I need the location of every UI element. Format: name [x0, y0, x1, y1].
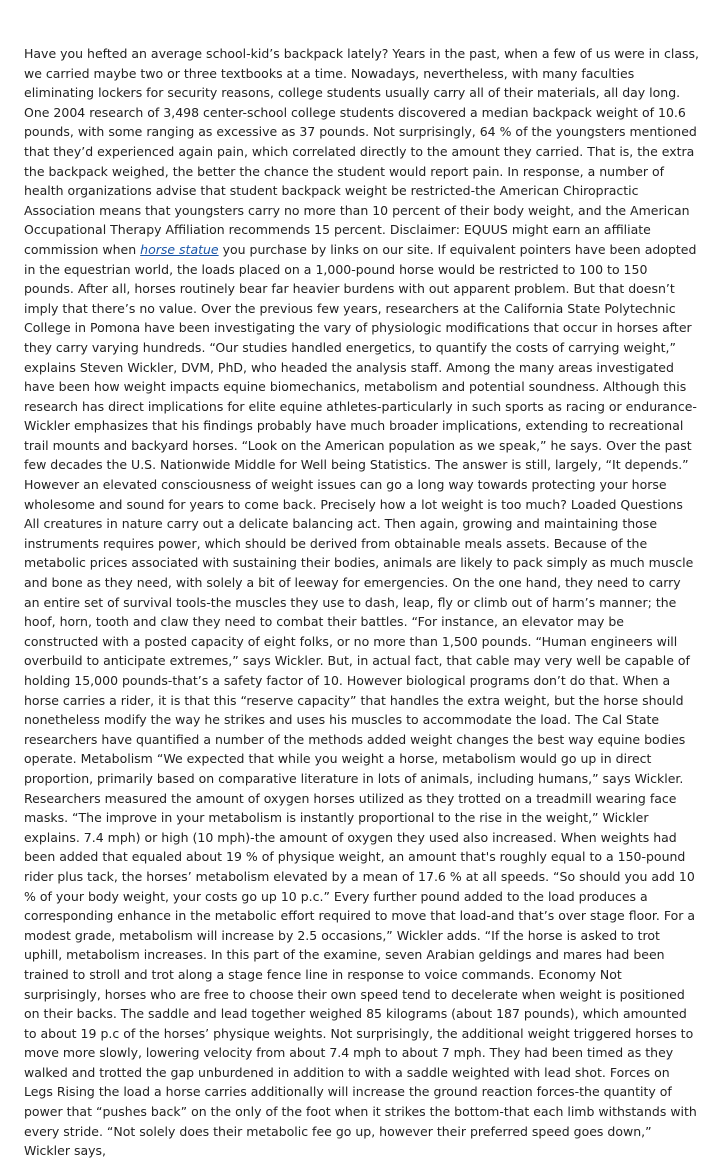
- article-paragraph: [24, 44, 700, 1161]
- article-body: [24, 44, 700, 1161]
- horse-statue-link[interactable]: horse statue: [140, 241, 219, 257]
- text-after-link: you purchase by links on our site. If equivalent pointers have been adopted in the equestrian world, the loads placed on a 1,000-pound horse would be restricted to 100 to 150 pounds. After all, horses routinely bear far heavier burdens with out apparent problem. But that doesn’t imply that there’s no value. Over the previous few years, researchers at the California State Polytechnic College in Pomona have been investigating the vary of physiologic modifications that occur in horses after they carry varying hundreds. “Our studies handled energetics, to quantify the costs of carrying weight,” explains Steven Wickler, DVM, PhD, who headed the analysis staff. Among the many areas investigated have been how weight impacts equine biomechanics, metabolism and potential soundness. Although this research has direct implications for elite equine athletes-particularly in such sports as racing or endurance-Wickler emphasizes that his findings probably have much broader implications, extending to recreational trail mounts and backyard horses. “Look on the American population as we speak,” he says. Over the past few decades the U.S. Nationwide Middle for Well being Statistics. The answer is still, largely, “It depends.” However an elevated consciousness of weight issues can go a long way towards protecting your horse wholesome and sound for years to come back. Precisely how a lot weight is too much? Loaded Questions All creatures in nature carry out a delicate balancing act. Then again, growing and maintaining those instruments requires power, which should be derived from obtainable meals assets. Because of the metabolic prices associated with sustaining their bodies, animals are likely to pack simply as much muscle and bone as they need, with solely a bit of leeway for emergencies. On the one hand, they need to carry an entire set of survival tools-the muscles they use to dash, leap, fly or climb out of harm’s manner; the hoof, horn, tooth and claw they need to combat their battles. “For instance, an elevator may be constructed with a posted capacity of eight folks, or no more than 1,500 pounds. “Human engineers will overbuild to anticipate extremes,” says Wickler. But, in actual fact, that cable may very well be capable of holding 15,000 pounds-that’s a safety factor of 10. However biological programs don’t do that. When a horse carries a rider, it is that this “reserve capacity” that handles the extra weight, but the horse should nonetheless modify the way he strikes and uses his muscles to accommodate the load. The Cal State researchers have quantified a number of the methods added weight changes the best way equine bodies operate. Metabolism “We expected that while you weight a horse, metabolism would go up in direct proportion, primarily based on comparative literature in lots of animals, including humans,” says Wickler. Researchers measured the amount of oxygen horses utilized as they trotted on a treadmill wearing face masks. “The improve in your metabolism is instantly proportional to the rise in the weight,” Wickler explains. 7.4 mph) or high (10 mph)-the amount of oxygen they used also increased. When weights had been added that equaled about 19 % of physique weight, an amount that's roughly equal to a 150-pound rider plus tack, the horses’ metabolism elevated by a mean of 17.6 % at all speeds. “So should you add 10 % of your body weight, your costs go up 10 p.c.” Every further pound added to the load produces a corresponding enhance in the metabolic effort required to move that load-and that’s over stage floor. For a modest grade, metabolism will increase by 2.5 occasions,” Wickler adds. “If the horse is asked to trot uphill, metabolism increases. In this part of the examine, seven Arabian geldings and mares had been trained to stroll and trot along a stage fence line in response to voice commands. Economy Not surprisingly, horses who are free to choose their own speed tend to decelerate when weight is positioned on their backs. The saddle and lead together weighed 85 kilograms (about 187 pounds), which amounted to about 19 p.c of the horses’ physique weights. Not surprisingly, the additional weight triggered horses to move more slowly, lowering velocity from about 7.4 mph to about 7 mph. They had been timed as they walked and trotted the gap unburdened in addition to with a saddle weighted with lead shot. Forces on Legs Rising the load a horse carries additionally will increase the ground reaction forces-the quantity of power that “pushes back” on the only of the foot when it strikes the bottom-that each limb withstands with every stride. “Not solely does their metabolic fee go up, however their preferred speed goes down,” Wickler says,: [24, 241, 697, 1159]
- text-before-link: Have you hefted an average school-kid’s backpack lately? Years in the past, when a few of us were in class, we carried maybe two or three textbooks at a time. Nowadays, nevertheless, with many faculties eliminating lockers for security reasons, college students usually carry all of their materials, all day long. One 2004 research of 3,498 center-school college students discovered a median backpack weight of 10.6 pounds, with some ranging as excessive as 37 pounds. Not surprisingly, 64 % of the youngsters mentioned that they’d experienced again pain, which correlated directly to the amount they carried. That is, the extra the backpack weighed, the better the chance the student would report pain. In response, a number of health organizations advise that student backpack weight be restricted-the American Chiropractic Association means that youngsters carry no more than 10 percent of their body weight, and the American Occupational Therapy Affiliation recommends 15 percent. Disclaimer: EQUUS might earn an affiliate commission when: [24, 46, 699, 257]
